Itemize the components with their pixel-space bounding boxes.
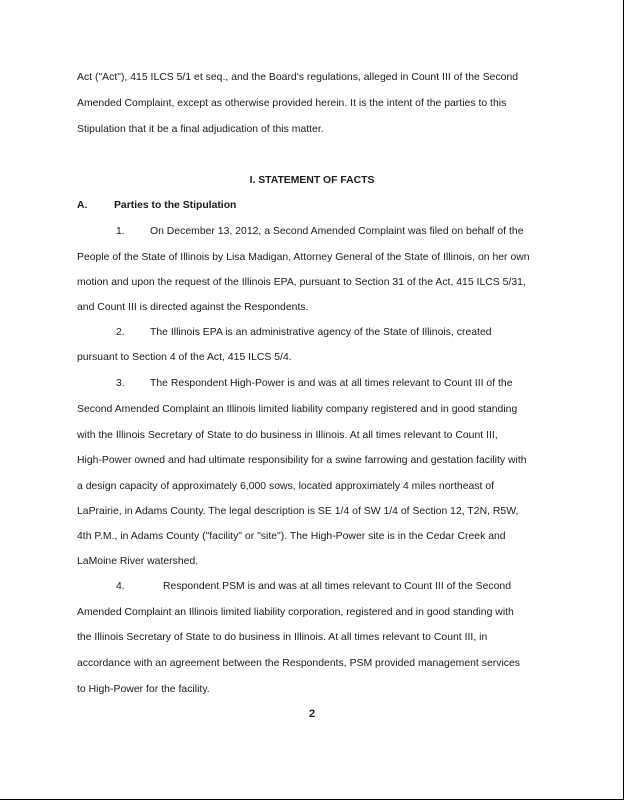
paragraph-line: pursuant to Section 4 of the Act, 415 ILCS 5/4. [77,352,292,363]
paragraph-number: 2. [116,327,125,338]
paragraph-line: On December 13, 2012, a Second Amended Complaint was filed on behalf of the [150,226,524,237]
paragraph-line: to High-Power for the facility. [77,684,210,695]
paragraph-line: People of the State of Illinois by Lisa Madigan, Attorney General of the State of Illinois, on her own [77,252,530,263]
subsection-letter: A. [77,200,88,211]
intro-line-1: Act ("Act"), 415 ILCS 5/1 et seq., and the Board's regulations, alleged in Count III of the Second [77,72,519,83]
paragraph-line: High-Power owned and had ultimate responsibility for a swine farrowing and gestation facility with [77,455,527,466]
paragraph-number: 3. [116,378,125,389]
paragraph-line: a design capacity of approximately 6,000 sows, located approximately 4 miles northeast of [77,481,495,492]
intro-line-3: Stipulation that it be a final adjudication of this matter. [77,124,324,135]
paragraph-number: 4. [116,581,125,592]
subsection-title: Parties to the Stipulation [114,200,237,211]
paragraph-line: LaPrairie, in Adams County. The legal description is SE 1/4 of SW 1/4 of Section 12, T2N, R5W, [77,506,519,517]
paragraph-line: Second Amended Complaint an Illinois limited liability company registered and in good standing [77,404,518,415]
paragraph-line: Respondent PSM is and was at all times relevant to Count III of the Second [163,581,512,592]
paragraph-line: with the Illinois Secretary of State to do business in Illinois. At all times relevant to Count III, [77,430,498,441]
paragraph-line: Amended Complaint an Illinois limited liability corporation, registered and in good standing with [77,607,514,618]
paragraph-line: The Respondent High-Power is and was at all times relevant to Count III of the [150,378,513,389]
intro-line-2: Amended Complaint, except as otherwise provided herein. It is the intent of the parties to this [77,98,507,109]
paragraph-line: the Illinois Secretary of State to do business in Illinois. At all times relevant to Count III, in [77,632,488,643]
paragraph-line: motion and upon the request of the Illinois EPA, pursuant to Section 31 of the Act, 415 ILCS 5/31, [77,277,526,288]
paragraph-line: LaMoine River watershed. [77,556,199,567]
paragraph-line: and Count III is directed against the Respondents. [77,302,309,313]
paragraph-line: accordance with an agreement between the Respondents, PSM provided management services [77,658,520,669]
paragraph-number: 1. [116,226,125,237]
section-heading: I. STATEMENT OF FACTS [249,175,375,186]
page-number: 2 [308,708,316,720]
paragraph-line: The Illinois EPA is an administrative agency of the State of Illinois, created [150,327,492,338]
paragraph-line: 4th P.M., in Adams County ("facility" or "site"). The High-Power site is in the Cedar Creek and [77,531,506,542]
